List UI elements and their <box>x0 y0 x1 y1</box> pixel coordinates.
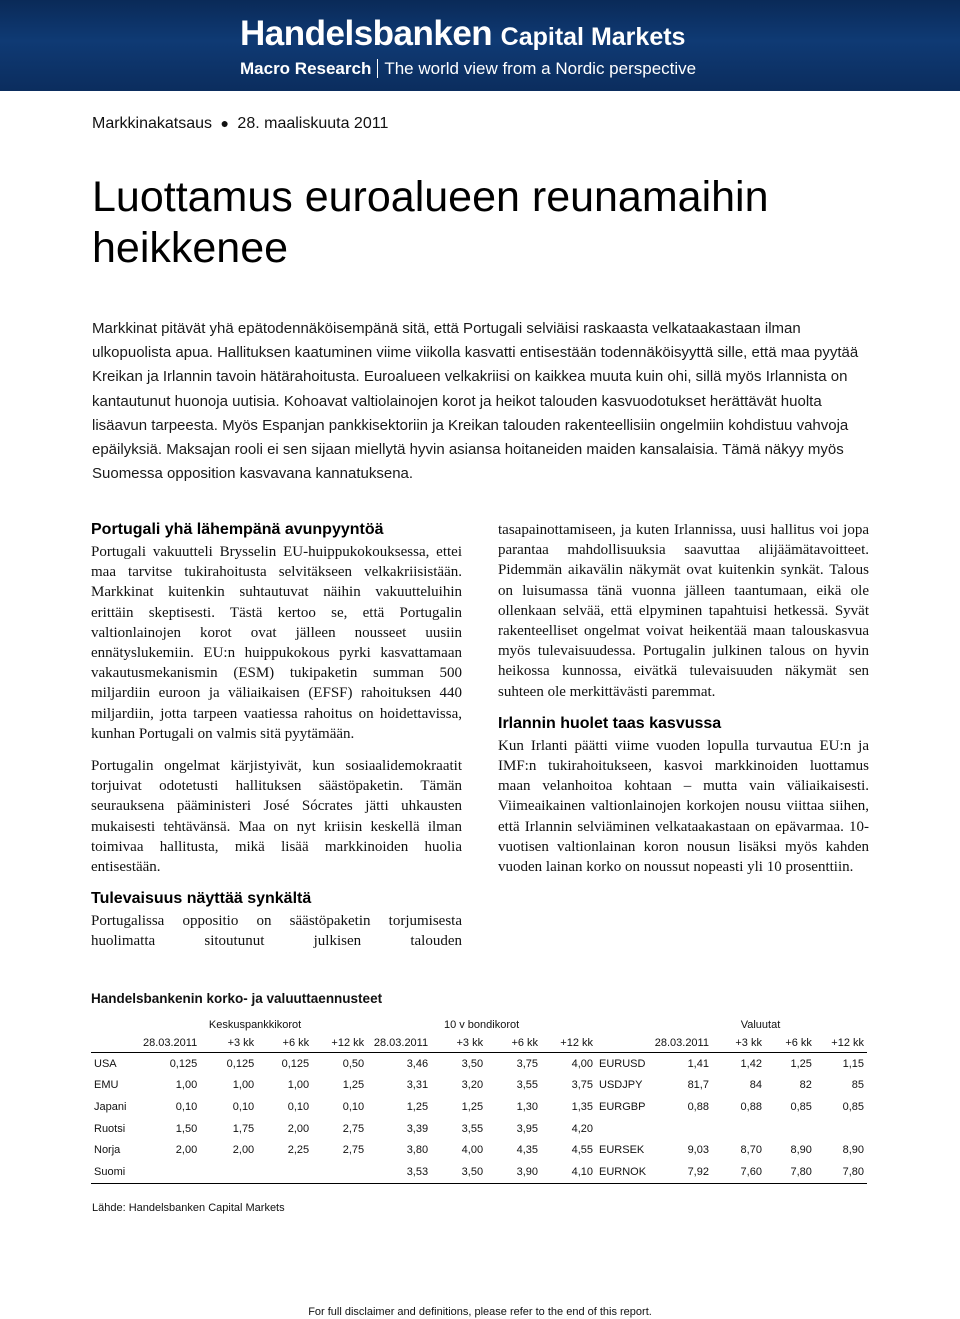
bond-yield-cell: 3,55 <box>461 1122 484 1135</box>
policy-rate-cell: 2,75 <box>342 1122 365 1135</box>
group-header: Keskuspankkikorot <box>208 1019 302 1031</box>
fx-rate-cell <box>765 1118 815 1140</box>
body-paragraph: Portugalissa oppositio on säästöpaketin torjumisesta huolimatta sitoutunut julkisen talouden <box>91 913 462 950</box>
fx-rate-cell: 7,92 <box>654 1161 712 1183</box>
policy-rate-cell <box>257 1161 312 1183</box>
policy-rate-cell: 0,125 <box>281 1057 310 1070</box>
dateline <box>92 115 388 133</box>
body-paragraph: Portugalin ongelmat kärjistyivät, kun sosiaalidemokraatit torjuivat odotetusti hallituksen säästöpaketin. Tämän seurauksena pääministeri José Sócrates jätti uhkausten mukaisesti tehtävänsä. Maa on nyt kriisin keskellä ilman toimivaa hallitusta, mikä lisää markkinoiden huolia entisestään. <box>91 758 462 876</box>
policy-rate-cell: 2,00 <box>175 1144 198 1157</box>
currency-pair-label: EURGBP <box>599 1100 646 1113</box>
currency-pair-label <box>596 1118 654 1140</box>
column-header: 28.03.2011 <box>143 1034 200 1053</box>
table-title: Handelsbankenin korko- ja valuuttaennusteet <box>91 991 383 1006</box>
column-header: 28.03.2011 <box>654 1034 712 1053</box>
currency-pair-label: EURUSD <box>599 1057 646 1070</box>
tagline-rest: The world view from a Nordic perspective <box>384 59 697 78</box>
bond-yield-cell: 3,39 <box>406 1122 429 1135</box>
bond-yield-cell: 3,55 <box>516 1079 539 1092</box>
bond-yield-cell: 3,50 <box>461 1057 484 1070</box>
tagline-separator <box>377 59 378 78</box>
header-banner <box>0 0 960 91</box>
body-paragraph: tasapainottamiseen, ja kuten Irlannissa, uusi hallitus voi jopa parantaa mahdollisuuksia saavuttaa alijäämätavoitteet. Pidemmän aikavälin näkymät ovat kuitenkin synkät. Talous on luisumassa tänä vuonna jälleen taantumaan, eikä ole ollenkaan selvää, että elpyminen tapahtuisi hetkessä. Syvät rakenteelliset ongelmat voivat heikentää maan talouskasvua myös tulevaisuudessa. Portugalin julkinen talous on hyvin heikossa kunnossa, eivätkä tulevaisuuden näkymät sen suhteen ole merkittävästi paremmat. <box>498 522 869 700</box>
fx-rate-cell: 0,88 <box>687 1100 709 1113</box>
group-header: Valuutat <box>740 1019 781 1031</box>
brand-name: Handelsbanken <box>240 14 493 53</box>
fx-rate-cell: 1,41 <box>687 1057 709 1070</box>
bond-yield-cell: 4,20 <box>571 1122 594 1135</box>
bond-yield-cell: 4,35 <box>516 1144 539 1157</box>
bond-yield-cell: 3,75 <box>571 1079 594 1092</box>
fx-rate-cell: 1,15 <box>842 1057 864 1070</box>
bond-yield-cell: 3,75 <box>516 1057 539 1070</box>
table-row <box>91 1096 867 1118</box>
fx-rate-cell: 0,88 <box>740 1100 762 1113</box>
publication-date: 28. maaliskuuta 2011 <box>237 115 389 132</box>
forecast-table <box>91 1016 867 1184</box>
policy-rate-cell: 0,125 <box>169 1057 198 1070</box>
policy-rate-cell: 2,75 <box>342 1144 365 1157</box>
policy-rate-cell <box>143 1161 200 1183</box>
bond-yield-cell: 4,10 <box>541 1161 596 1183</box>
fx-rate-cell: 8,90 <box>790 1144 812 1157</box>
fx-rate-cell: 7,80 <box>815 1161 867 1183</box>
fx-rate-cell: 0,85 <box>842 1100 864 1113</box>
bond-yield-cell: 3,20 <box>461 1079 484 1092</box>
page-title: Luottamus euroalueen reunamaihin heikkenee <box>92 173 769 272</box>
country-label: Japani <box>94 1100 127 1113</box>
fx-rate-cell: 7,80 <box>765 1161 815 1183</box>
bond-yield-cell: 1,25 <box>461 1100 484 1113</box>
tagline-bold: Macro Research <box>240 59 372 78</box>
policy-rate-cell: 0,10 <box>342 1100 365 1113</box>
country-label: Norja <box>94 1144 121 1157</box>
bond-yield-cell: 3,80 <box>406 1144 429 1157</box>
fx-rate-cell: 85 <box>851 1079 864 1092</box>
policy-rate-cell: 1,00 <box>175 1079 198 1092</box>
fx-rate-cell: 1,25 <box>790 1057 812 1070</box>
brand-logo <box>240 14 685 54</box>
bond-yield-cell: 3,95 <box>516 1122 539 1135</box>
column-header: +3 kk <box>712 1034 765 1053</box>
country-label: Suomi <box>91 1161 143 1183</box>
bond-yield-cell: 1,30 <box>516 1100 539 1113</box>
policy-rate-cell: 1,25 <box>342 1079 365 1092</box>
table-row <box>91 1075 867 1097</box>
policy-rate-cell: 1,50 <box>175 1122 198 1135</box>
bond-yield-cell: 4,00 <box>461 1144 484 1157</box>
fx-rate-cell: 84 <box>749 1079 762 1092</box>
section-heading-portugal: Portugali yhä lähempänä avunpyyntöä <box>91 521 384 538</box>
fx-rate-cell: 9,03 <box>687 1144 709 1157</box>
table-row <box>91 1139 867 1161</box>
table-row <box>91 1118 867 1140</box>
policy-rate-cell: 1,00 <box>287 1079 310 1092</box>
bond-yield-cell: 3,50 <box>431 1161 486 1183</box>
fx-rate-cell: 81,7 <box>687 1079 709 1092</box>
body-paragraph: Portugali vakuutteli Brysselin EU-huippukokouksessa, ettei maa tarvitse tukirahoitusta selvitäkseen velkakriisistään. Markkinat kuitenkin suhtautuvat näihin vakuutteluihin erittäin skeptisesti. Tästä kertoo se, että Portugalin valtionlainojen korot ovat jälleen nousseet uusiin ennätyslukemiin. EU:n huippukokous pyrki kasvattamaan vakautusmekanismin (ESM) tukipaketin summan 500 miljardiin euroon ja väliaikaisen (EFSF) rahoituksen 440 miljardiin, jotta tarpeen vaatiessa rahoitus on hoidettavissa, kunhan Portugali on valmis sitä pyytämään. <box>91 544 462 742</box>
country-label: Ruotsi <box>94 1122 126 1135</box>
bullet-icon: ● <box>220 115 229 131</box>
policy-rate-cell: 0,10 <box>287 1100 310 1113</box>
column-header: +6 kk <box>765 1034 815 1053</box>
bond-yield-cell: 1,35 <box>571 1100 594 1113</box>
policy-rate-cell: 0,10 <box>232 1100 255 1113</box>
column-header: +12 kk <box>815 1034 867 1053</box>
column-header: 28.03.2011 <box>367 1034 431 1053</box>
fx-rate-cell: 1,42 <box>740 1057 762 1070</box>
table-row <box>91 1161 867 1183</box>
section-heading-future: Tulevaisuus näyttää synkältä <box>91 890 312 908</box>
currency-pair-label: EURNOK <box>596 1161 654 1183</box>
brand-suffix: Capital Markets <box>500 23 686 51</box>
policy-rate-cell: 2,00 <box>232 1144 255 1157</box>
column-header: +3 kk <box>431 1034 486 1053</box>
policy-rate-cell: 2,00 <box>287 1122 310 1135</box>
fx-rate-cell <box>712 1118 765 1140</box>
policy-rate-cell <box>312 1161 367 1183</box>
bond-yield-cell: 4,55 <box>571 1144 594 1157</box>
fx-rate-cell: 8,90 <box>842 1144 864 1157</box>
fx-rate-cell: 0,85 <box>790 1100 812 1113</box>
policy-rate-cell <box>200 1161 257 1183</box>
table-row <box>91 1053 867 1075</box>
bond-yield-cell: 3,53 <box>367 1161 431 1183</box>
bond-yield-cell: 4,00 <box>571 1057 594 1070</box>
policy-rate-cell: 1,00 <box>232 1079 255 1092</box>
section-heading-ireland: Irlannin huolet taas kasvussa <box>498 714 722 732</box>
policy-rate-cell: 0,125 <box>226 1057 255 1070</box>
policy-rate-cell: 0,50 <box>342 1057 365 1070</box>
publication-name: Markkinakatsaus <box>92 115 213 132</box>
right-column <box>498 520 869 889</box>
body-paragraph: Kun Irlanti päätti viime vuoden lopulla turvautua EU:n ja IMF:n tukirahoitukseen, kasvoi markkinoiden luottamus maan velanhoitoa kohtaan – mutta vain väliaikaisesti. Viimeaikainen valtionlainojen korkojen nousu viittaa siihen, että Irlannin selviäminen velkataakastaan on epävarmaa. 10-vuotisen valtionlainan koron nousun lisäksi myös kahden vuoden lainan korko on noussut nopeasti yli 10 prosenttiin. <box>498 737 869 876</box>
policy-rate-cell: 0,10 <box>175 1100 198 1113</box>
source-note: Lähde: Handelsbanken Capital Markets <box>92 1202 285 1214</box>
fx-rate-cell: 7,60 <box>712 1161 765 1183</box>
column-header: +6 kk <box>486 1034 541 1053</box>
tagline <box>240 59 696 79</box>
group-header: 10 v bondikorot <box>443 1019 520 1031</box>
footer-disclaimer: For full disclaimer and definitions, please refer to the end of this report. <box>308 1306 652 1318</box>
policy-rate-cell: 2,25 <box>287 1144 310 1157</box>
fx-rate-cell: 8,70 <box>740 1144 762 1157</box>
fx-rate-cell <box>815 1118 867 1140</box>
lead-paragraph: Markkinat pitävät yhä epätodennäköisempänä sitä, että Portugali selviäisi raskaasta velkataakastaan ilman ulkopuolista apua. Hallituksen kaatuminen viime viikolla kasvatti entisestään todennäköisyyttä sille, että maa pyytää Kreikan ja Irlannin tavoin hätärahoitusta. Euroalueen velkakriisi on kaikkea muuta kuin ohi, sillä myös Irlannista on kantautunut huonoja uutisia. Kohoavat valtiolainojen korot ja heikot talouden kasvuodotukset herättävät huolta lisäavun tarpeesta. Myös Espanjan pankkisektoriin ja Kreikan talouden rakenteellisiin ongelmiin kohdistuu vahvoja epäilyksiä. Maksajan rooli ei sen sijaan miellytä hyvin asiansa hoitaneiden maiden kansalaisia. Tämä näkyy myös Suomessa opposition kasvavana kannatuksena. <box>92 320 859 483</box>
column-header: +12 kk <box>312 1034 367 1053</box>
bond-yield-cell: 3,46 <box>406 1057 429 1070</box>
policy-rate-cell: 1,75 <box>232 1122 255 1135</box>
bond-yield-cell: 3,90 <box>486 1161 541 1183</box>
column-header: +6 kk <box>257 1034 312 1053</box>
column-header: +3 kk <box>200 1034 257 1053</box>
country-label: EMU <box>94 1079 119 1092</box>
currency-pair-label: EURSEK <box>599 1144 645 1157</box>
left-column <box>91 520 462 964</box>
country-label: USA <box>94 1057 117 1070</box>
bond-yield-cell: 3,31 <box>406 1079 429 1092</box>
fx-rate-cell <box>654 1118 712 1140</box>
fx-rate-cell: 82 <box>799 1079 812 1092</box>
column-header: +12 kk <box>541 1034 596 1053</box>
currency-pair-label: USDJPY <box>599 1079 643 1092</box>
bond-yield-cell: 1,25 <box>406 1100 429 1113</box>
